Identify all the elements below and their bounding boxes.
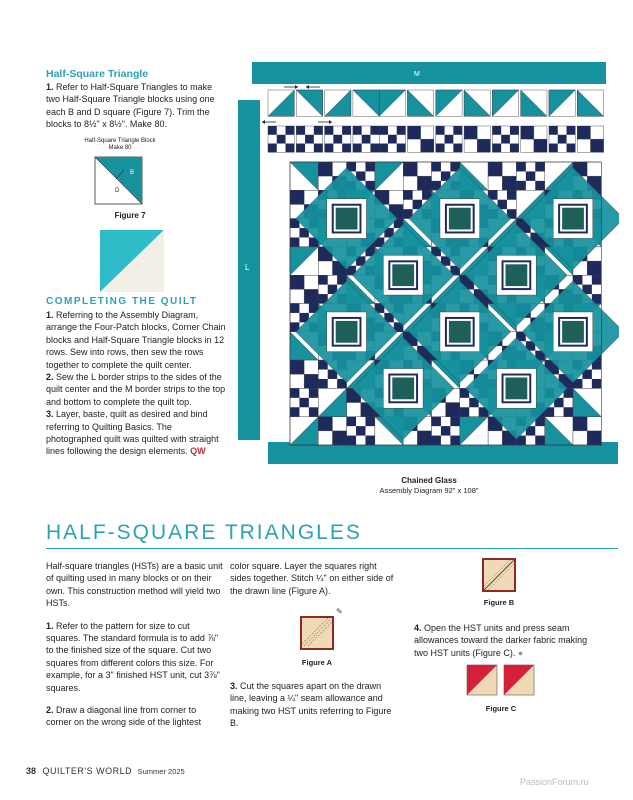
chain-cell [450,417,459,426]
magazine-name: QUILTER'S WORLD [42,766,133,776]
chain-cell [592,275,601,284]
chain-cell [365,436,374,445]
chain-cell [549,126,558,135]
fourpatch-navy [417,176,431,190]
chain-cell [397,144,406,153]
page-footer [26,766,185,776]
chain-cell [403,190,412,199]
chain-cell [510,144,519,153]
center-core [506,378,528,400]
label-l: L [245,263,250,272]
step-text: Sew the L border strips to the sides of the quilt center and the M border strips to the top and bottom to complete the quilt top. [46,372,226,407]
chain-cell [535,436,544,445]
chain-cell [592,379,601,388]
fourpatch-navy [502,176,516,190]
chain-cell [526,171,535,180]
completing-step-1 [46,309,228,371]
step-text: Open the HST units and press seam allowances toward the darker fabric making two HST units (Figure C). [414,623,588,658]
row-arrow-head [329,120,332,124]
row-arrow-head [306,85,309,89]
chain-cell [432,417,441,426]
chain-cell [379,144,388,153]
row-arrow-head [262,120,265,124]
chain-cell [370,144,379,153]
chain-cell [507,190,516,199]
chain-cell [492,144,501,153]
chain-cell [342,144,351,153]
chain-cell [549,144,558,153]
fourpatch-navy [573,417,587,431]
chain-cell [290,388,299,397]
fourpatch-navy [446,403,460,417]
center-core [449,208,471,230]
fourpatch-navy [290,275,304,289]
chain-cell [353,144,362,153]
chain-cell [290,237,299,246]
fourpatch-navy [587,261,601,275]
fourpatch-navy [577,126,590,139]
fourpatch-navy [408,126,421,139]
fourpatch-navy [534,139,547,152]
step-number: 2. [46,705,54,716]
chain-cell [314,144,323,153]
issue-name: Summer 2025 [137,767,185,776]
figure-b-diagram [480,556,520,596]
step-number: 1. [46,310,54,320]
fourpatch-navy [521,126,534,139]
chain-cell [325,144,334,153]
hst-unit-left [467,665,497,695]
chain-cell [286,126,295,135]
center-core [336,321,358,343]
end-bullet-icon: ● [517,647,524,658]
label-d: D [115,188,120,194]
hst-step-1 [46,81,226,131]
completing-steps [46,309,228,458]
center-core [562,321,584,343]
step-text: Draw a diagonal line from corner to corner on the wrong side of the lightest [46,705,202,728]
fourpatch-navy [290,360,304,374]
completing-heading: COMPLETING THE QUILT [46,296,198,307]
diagram-subtitle: Assembly Diagram 92" x 108" [379,486,479,495]
chain-cell [347,436,356,445]
chain-cell [535,162,544,171]
page-number: 38 [26,766,37,776]
hst-block-diagram [94,156,154,206]
figure-c-caption: Figure C [485,704,517,713]
step-number: 1. [46,82,54,92]
chain-cell [567,144,576,153]
article-col-2-text: color square. Layer the squares right sides together. Stitch ¼" on either side of the drawn line (Figure A). [230,561,394,596]
chain-cell [516,181,525,190]
chain-cell [441,426,450,435]
chain-cell [567,126,576,135]
chain-cell [318,379,327,388]
chain-cell [296,144,305,153]
step-number: 2. [46,372,54,383]
chain-cell [516,162,525,171]
row-arrow-head [295,85,298,89]
chain-cell [397,126,406,135]
completing-step-2 [46,371,228,408]
figure-b-caption: Figure B [483,598,515,607]
chain-cell [286,144,295,153]
fourpatch-navy [587,431,601,445]
fourpatch-navy [332,431,346,445]
chain-cell [436,144,445,153]
chain-cell [432,162,441,171]
chain-cell [510,126,519,135]
fourpatch-navy [464,126,477,139]
qw-mark: QW [190,446,206,457]
step-number: 3. [230,681,238,691]
title-rule [46,548,618,549]
chain-cell [365,162,374,171]
chain-cell [535,181,544,190]
chain-cell [347,417,356,426]
chain-cell [290,407,299,416]
step-text: Cut the squares apart on the drawn line, leaving a ¼" seam allowance and making two HST units referring to Figure B. [230,681,392,729]
chain-cell [379,126,388,135]
chain-cell [436,126,445,135]
label-b: B [130,170,135,176]
center-core [506,264,528,286]
chain-cell [290,304,299,313]
fourpatch-navy [488,162,502,176]
fourpatch-navy [590,139,603,152]
chain-cell [318,275,327,284]
figure-a-diagram [292,606,352,656]
chain-cell [353,126,362,135]
center-core [392,378,414,400]
figure-7-caption: Figure 7 [114,211,146,220]
block-title-group [60,138,180,152]
border-m-top [252,62,606,84]
chain-cell [453,126,462,135]
label-m: M [414,71,420,78]
chain-cell [268,144,277,153]
chain-cell [296,126,305,135]
diagram-title: Chained Glass [401,476,457,485]
article-step-3 [230,680,400,730]
chain-cell [432,436,441,445]
article-step-1 [46,620,224,694]
chain-cell [365,417,374,426]
needle-icon: ✎ [336,607,343,616]
article-step-2 [46,704,224,729]
step-text: Refer to Half-Square Triangles to make two Half-Square Triangle blocks using one each B and D square (Figure 7). Trim the blocks to 8½" x 8½". Make 80. [46,82,215,130]
chain-cell [492,126,501,135]
step-text: Refer to the pattern for size to cut squares. The standard formula is to add ⅞" to the finished size of the square. Cut two squares from different colors this size. For example, for a 3" finished HST unit, cut 3⅞" squares. [46,620,220,693]
step-number: 3. [46,409,54,420]
figure-a-caption: Figure A [301,658,333,667]
chain-cell [388,135,397,144]
chain-cell [268,126,277,135]
chain-cell [564,407,573,416]
step-text: Layer, baste, quilt as desired and bind referring to Quilting Basics. The photographed quilt was quilted with straight lines following the design elements. [46,409,219,457]
step-number: 1. [46,620,54,631]
chain-cell [450,436,459,445]
fourpatch-navy [477,139,490,152]
intro-text: Half-square triangles (HSTs) are a basic unit of quilting used in many blocks or on their own. This construction method will yield two HSTs. [46,561,223,609]
figure-c-diagram [466,664,538,698]
fourpatch-navy [318,162,332,176]
chain-cell [445,135,454,144]
fourpatch-navy [403,162,417,176]
completing-step-3 [46,408,228,458]
chain-cell [501,135,510,144]
chain-cell [453,144,462,153]
chain-cell [370,126,379,135]
chain-cell [309,388,318,397]
center-core [392,264,414,286]
fourpatch-navy [290,190,304,204]
figure-7-fabric [100,230,164,292]
center-core [336,208,358,230]
chain-cell [342,126,351,135]
article-col-1 [46,560,224,729]
chain-cell [314,126,323,135]
hst-heading: Half-Square Triangle [46,68,149,80]
watermark: PassionForum.ru [520,777,589,787]
article-step-4 [414,622,594,659]
block-title: Half-Square Triangle Block [84,138,156,144]
hst-unit-right [504,665,534,695]
chain-cell [309,407,318,416]
chain-cell [333,135,342,144]
center-core [562,208,584,230]
chain-cell [277,135,286,144]
fourpatch-navy [304,374,318,388]
step-text: Referring to the Assembly Diagram, arrange the Four-Patch blocks, Corner Chain blocks and Half-Square Triangle blocks in 12 rows. Sew into rows, then sew the rows together to complete the quilt center. [46,310,226,370]
chain-cell [362,135,371,144]
assembly-diagram [234,60,619,468]
fourpatch-navy [318,417,332,431]
fourpatch-navy [417,431,431,445]
article-title: HALF-SQUARE TRIANGLES [46,521,362,544]
center-core [449,321,471,343]
chain-cell [356,426,365,435]
chain-cell [325,126,334,135]
chain-cell [299,398,308,407]
chain-cell [460,407,469,416]
chain-cell [305,135,314,144]
fourpatch-navy [421,139,434,152]
block-make: Make 80 [108,145,132,151]
chain-cell [558,135,567,144]
step-number: 4. [414,623,422,633]
fourpatch-navy [304,289,318,303]
